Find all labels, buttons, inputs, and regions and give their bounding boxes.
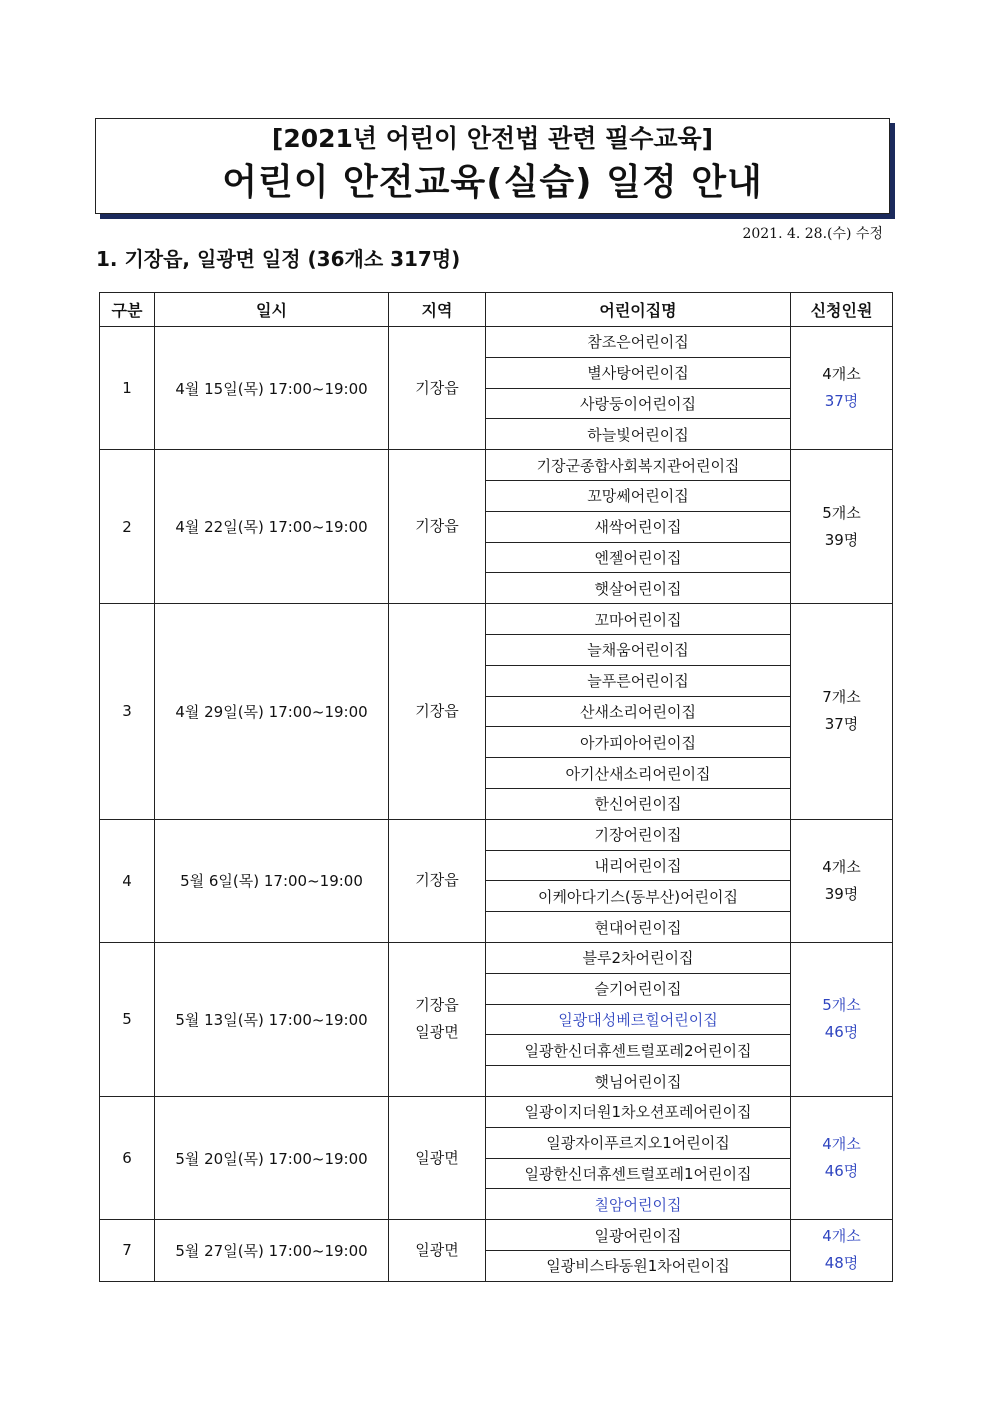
facility-count: 4개소 xyxy=(822,1227,861,1246)
session-number: 7 xyxy=(100,1220,155,1282)
table-row xyxy=(100,819,893,850)
table-row xyxy=(100,450,893,481)
people-count: 37명 xyxy=(824,715,859,734)
session-region xyxy=(389,604,486,820)
session-region xyxy=(389,327,486,450)
center-name: 꼬망쎄어린이집 xyxy=(486,480,791,511)
session-datetime: 5월 13일(목) 17:00~19:00 xyxy=(155,942,389,1096)
session-datetime: 4월 22일(목) 17:00~19:00 xyxy=(155,450,389,604)
center-name: 일광한신더휴센트럴포레1어린이집 xyxy=(486,1158,791,1189)
center-name: 내리어린이집 xyxy=(486,850,791,881)
center-name: 슬기어린이집 xyxy=(486,973,791,1004)
applicant-summary xyxy=(791,1220,893,1282)
center-name: 현대어린이집 xyxy=(486,912,791,943)
center-name: 꼬마어린이집 xyxy=(486,604,791,635)
schedule-body xyxy=(100,327,893,1282)
region-label: 기장읍 xyxy=(415,378,459,397)
header-datetime: 일시 xyxy=(155,293,389,327)
section-heading: 1. 기장읍, 일광면 일정 (36개소 317명) xyxy=(96,247,461,271)
schedule-table xyxy=(99,292,893,1282)
table-row xyxy=(100,327,893,358)
applicant-summary xyxy=(791,327,893,450)
center-name: 일광이지더원1차오션포레어린이집 xyxy=(486,1096,791,1127)
table-row xyxy=(100,1220,893,1251)
document-title: 어린이 안전교육(실습) 일정 안내 xyxy=(222,162,763,203)
session-region xyxy=(389,1220,486,1282)
region-label: 일광면 xyxy=(415,1148,459,1167)
document-subtitle: [2021년 어린이 안전법 관련 필수교육] xyxy=(271,124,714,153)
center-name: 햇님어린이집 xyxy=(486,1066,791,1097)
center-name: 이케아다기스(동부산)어린이집 xyxy=(486,881,791,912)
center-name: 블루2차어린이집 xyxy=(486,942,791,973)
center-name: 엔젤어린이집 xyxy=(486,542,791,573)
center-name: 일광자이푸르지오1어린이집 xyxy=(486,1127,791,1158)
session-datetime: 5월 27일(목) 17:00~19:00 xyxy=(155,1220,389,1282)
applicant-summary xyxy=(791,942,893,1096)
table-header-row xyxy=(100,293,893,327)
session-region xyxy=(389,450,486,604)
people-count: 39명 xyxy=(824,884,859,903)
applicant-summary xyxy=(791,819,893,942)
header-no: 구분 xyxy=(100,293,155,327)
center-name: 일광대성베르힐어린이집 xyxy=(486,1004,791,1035)
facility-count: 5개소 xyxy=(822,996,861,1015)
center-name: 아기산새소리어린이집 xyxy=(486,758,791,789)
header-center-name: 어린이집명 xyxy=(486,293,791,327)
people-count: 46명 xyxy=(824,1023,859,1042)
people-count: 48명 xyxy=(824,1254,859,1273)
center-name: 하늘빛어린이집 xyxy=(486,419,791,450)
session-number: 3 xyxy=(100,604,155,820)
center-name: 기장어린이집 xyxy=(486,819,791,850)
session-datetime: 5월 20일(목) 17:00~19:00 xyxy=(155,1096,389,1219)
session-number: 2 xyxy=(100,450,155,604)
center-name: 늘푸른어린이집 xyxy=(486,665,791,696)
session-number: 6 xyxy=(100,1096,155,1219)
session-datetime: 4월 29일(목) 17:00~19:00 xyxy=(155,604,389,820)
session-number: 4 xyxy=(100,819,155,942)
center-name: 한신어린이집 xyxy=(486,788,791,819)
facility-count: 4개소 xyxy=(822,1135,861,1154)
center-name: 산새소리어린이집 xyxy=(486,696,791,727)
header-region: 지역 xyxy=(389,293,486,327)
center-name: 참조은어린이집 xyxy=(486,327,791,358)
session-number: 5 xyxy=(100,942,155,1096)
people-count: 46명 xyxy=(824,1162,859,1181)
applicant-summary xyxy=(791,1096,893,1219)
session-region xyxy=(389,1096,486,1219)
revision-date: 2021. 4. 28.(수) 수정 xyxy=(742,226,883,242)
title-box xyxy=(95,118,890,214)
center-name: 일광어린이집 xyxy=(486,1220,791,1251)
header-applicants: 신청인원 xyxy=(791,293,893,327)
people-count: 39명 xyxy=(824,530,859,549)
facility-count: 7개소 xyxy=(822,688,861,707)
region-label: 기장읍 xyxy=(415,996,459,1015)
region-label: 기장읍 xyxy=(415,701,459,720)
session-datetime: 4월 15일(목) 17:00~19:00 xyxy=(155,327,389,450)
people-count: 37명 xyxy=(824,392,859,411)
region-label: 일광면 xyxy=(415,1240,459,1259)
session-number: 1 xyxy=(100,327,155,450)
center-name: 사랑둥이어린이집 xyxy=(486,388,791,419)
region-label: 일광면 xyxy=(415,1023,459,1042)
applicant-summary xyxy=(791,604,893,820)
table-row xyxy=(100,942,893,973)
session-region xyxy=(389,942,486,1096)
facility-count: 5개소 xyxy=(822,503,861,522)
center-name: 칠암어린이집 xyxy=(486,1189,791,1220)
center-name: 기장군종합사회복지관어린이집 xyxy=(486,450,791,481)
facility-count: 4개소 xyxy=(822,857,861,876)
center-name: 새싹어린이집 xyxy=(486,511,791,542)
center-name: 아가피아어린이집 xyxy=(486,727,791,758)
center-name: 늘채움어린이집 xyxy=(486,634,791,665)
region-label: 기장읍 xyxy=(415,517,459,536)
center-name: 별사탕어린이집 xyxy=(486,357,791,388)
center-name: 일광한신더휴센트럴포레2어린이집 xyxy=(486,1035,791,1066)
applicant-summary xyxy=(791,450,893,604)
center-name: 일광비스타동원1차어린이집 xyxy=(486,1250,791,1281)
table-row xyxy=(100,604,893,635)
session-region xyxy=(389,819,486,942)
table-row xyxy=(100,1096,893,1127)
facility-count: 4개소 xyxy=(822,365,861,384)
center-name: 햇살어린이집 xyxy=(486,573,791,604)
session-datetime: 5월 6일(목) 17:00~19:00 xyxy=(155,819,389,942)
region-label: 기장읍 xyxy=(415,871,459,890)
